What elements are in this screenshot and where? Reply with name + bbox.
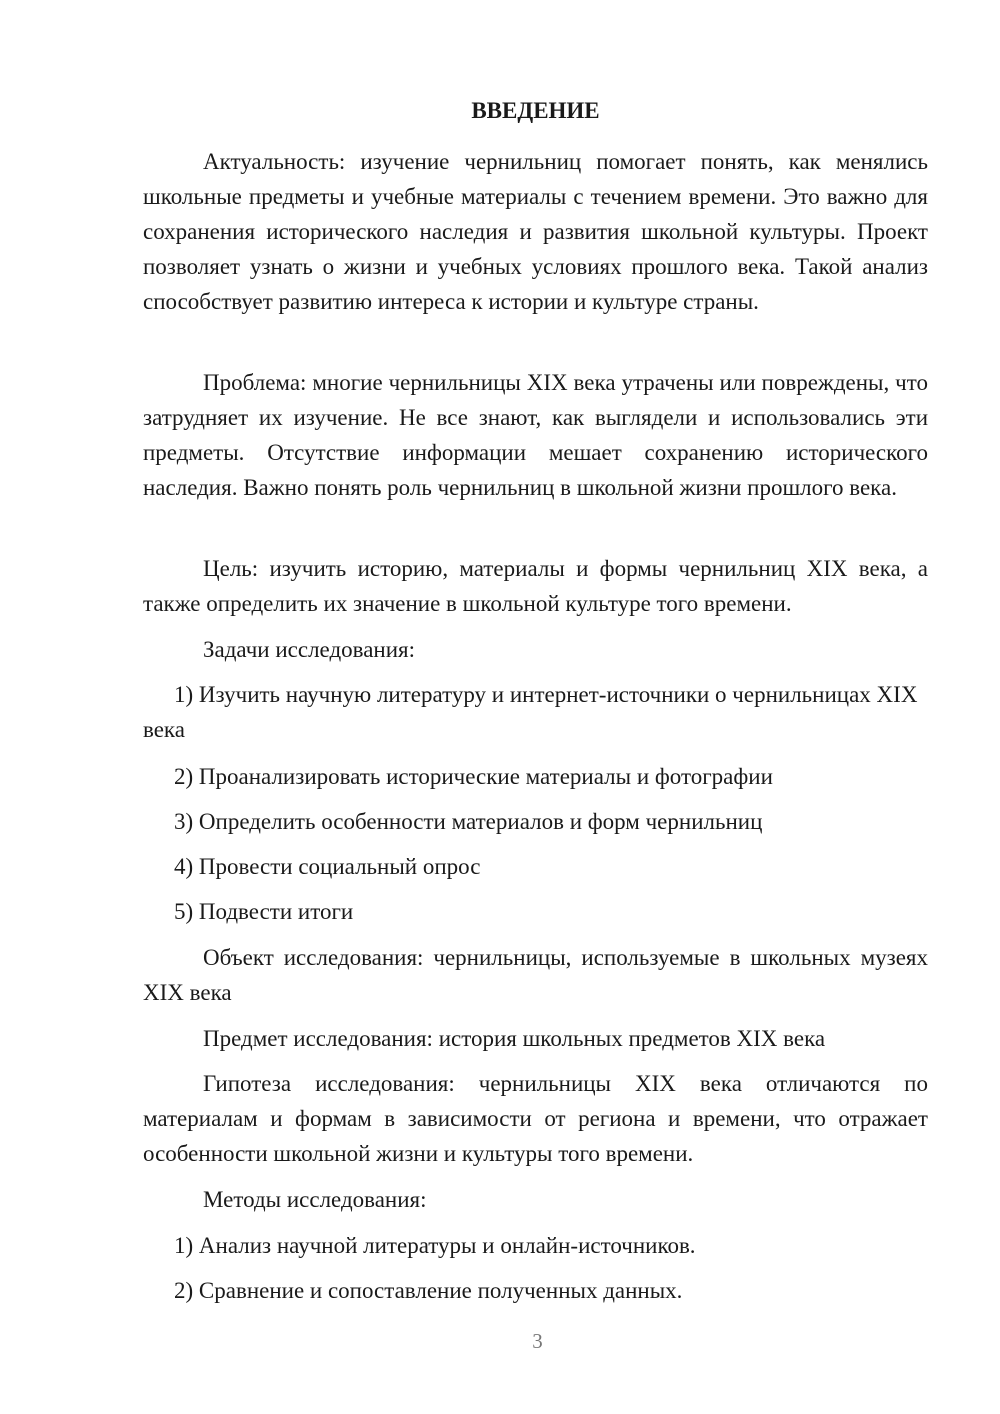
paragraph-relevance: Актуальность: изучение чернильниц помогает понять, как менялись школьные предметы и учебные материалы с течением времени. Это важно для сохранения исторического наследия и развития школьной культуры. Проект позволяет узнать о жизни и учебных условиях прошлого века. Такой анализ способствует развитию интереса к истории и культуре страны.	[143, 149, 928, 314]
task-item-1: 1) Изучить научную литературу и интернет-источники о чернильницах XIX века	[143, 682, 918, 742]
task-item-2: 2) Проанализировать исторические материалы и фотографии	[174, 764, 773, 789]
method-item-2: 2) Сравнение и сопоставление полученных данных.	[174, 1278, 683, 1303]
page-number: 3	[532, 1329, 543, 1353]
paragraph-goal: Цель: изучить историю, материалы и формы чернильниц XIX века, а также определить их значение в школьной культуре того времени.	[143, 556, 928, 616]
tasks-title: Задачи исследования:	[203, 637, 416, 662]
method-item-1: 1) Анализ научной литературы и онлайн-источников.	[174, 1233, 696, 1258]
paragraph-hypothesis: Гипотеза исследования: чернильницы XIX века отличаются по материалам и формам в зависимости от региона и времени, что отражает особенности школьной жизни и культуры того времени.	[143, 1071, 928, 1166]
paragraph-subject: Предмет исследования: история школьных предметов XIX века	[203, 1026, 826, 1051]
task-item-4: 4) Провести социальный опрос	[174, 854, 481, 879]
paragraph-problem: Проблема: многие чернильницы XIX века утрачены или повреждены, что затрудняет их изучение. Не все знают, как выглядели и использовались эти предметы. Отсутствие информации мешает сохранению исторического наследия. Важно понять роль чернильниц в школьной жизни прошлого века.	[143, 370, 928, 500]
section-heading: ВВЕДЕНИЕ	[471, 98, 600, 123]
task-item-3: 3) Определить особенности материалов и форм чернильниц	[174, 809, 763, 834]
task-item-5: 5) Подвести итоги	[174, 899, 354, 924]
paragraph-object: Объект исследования: чернильницы, используемые в школьных музеях XIX века	[143, 945, 928, 1005]
methods-title: Методы исследования:	[203, 1187, 427, 1212]
